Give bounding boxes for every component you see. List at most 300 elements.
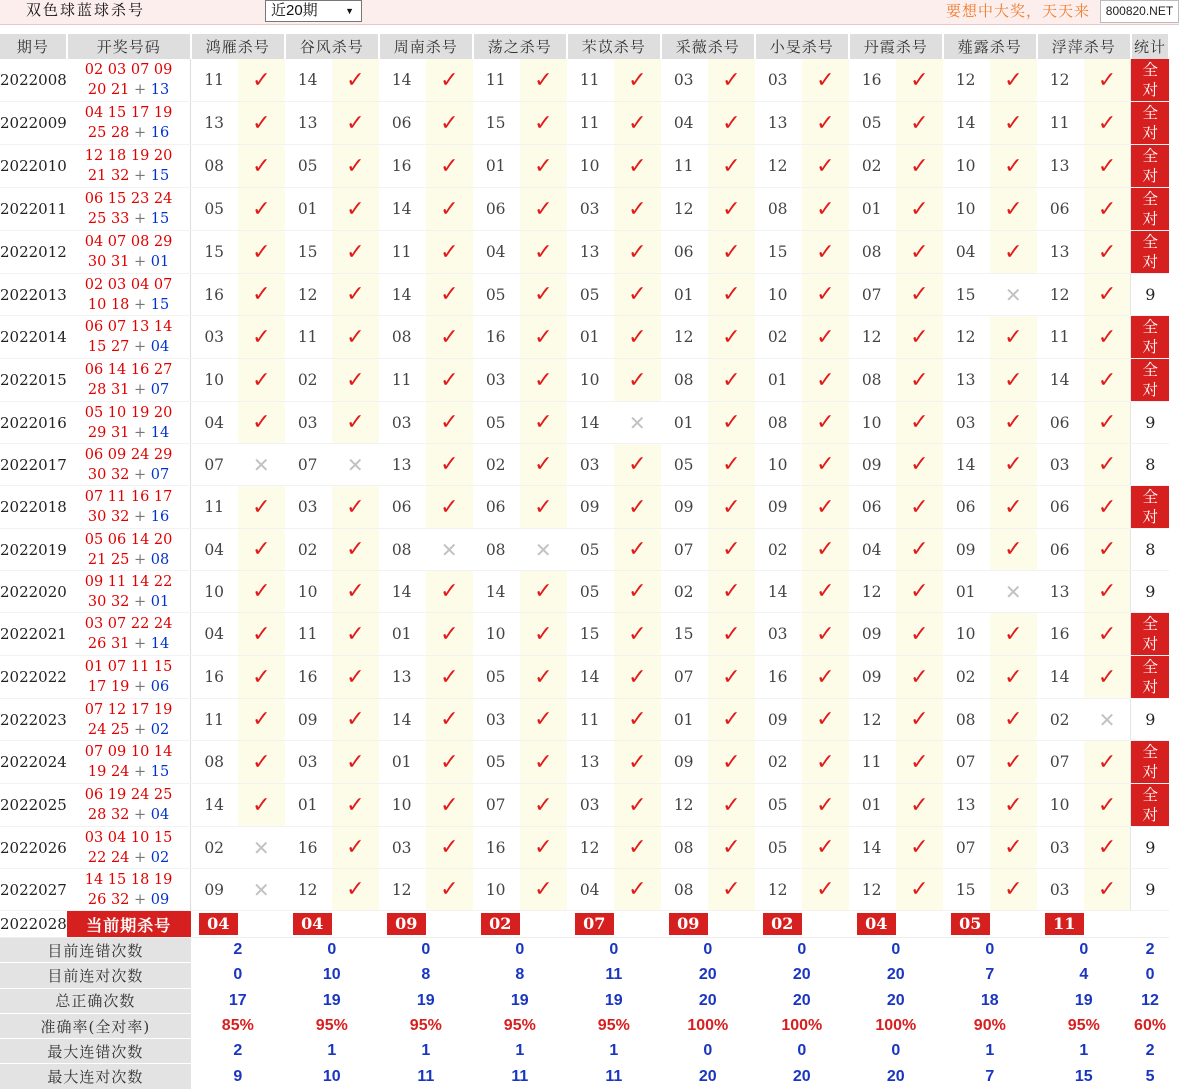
- kill-number: 01: [379, 613, 426, 656]
- kill-number: 10: [285, 571, 332, 613]
- plus-sign: +: [134, 82, 147, 98]
- kill-number: 06: [379, 102, 426, 145]
- kill-number: 16: [285, 827, 332, 869]
- check-icon: ✓: [802, 571, 849, 613]
- check-icon: ✓: [708, 188, 755, 231]
- red-ball: 21: [87, 551, 107, 568]
- red-ball: 07: [153, 276, 173, 293]
- draw-row: [0, 699, 1169, 741]
- kill-number: 12: [849, 699, 896, 741]
- kill-number: 03: [473, 699, 520, 741]
- check-icon: ✓: [802, 741, 849, 784]
- summary-value: 1: [1037, 1039, 1131, 1064]
- red-ball: 07: [84, 489, 104, 505]
- check-icon: ✓: [520, 316, 567, 359]
- kill-number: 12: [285, 869, 332, 911]
- current-stat-cell: [1131, 911, 1170, 938]
- kill-number: 03: [661, 59, 708, 102]
- check-icon: ✓: [520, 102, 567, 145]
- kill-number: 09: [849, 613, 896, 656]
- blue-ball: 15: [150, 211, 170, 227]
- check-icon: ✓: [708, 59, 755, 102]
- kill-number: 11: [379, 231, 426, 274]
- check-icon: ✓: [990, 444, 1037, 486]
- red-ball: 31: [110, 424, 130, 441]
- summary-value: 2: [1131, 1039, 1170, 1064]
- cross-icon: ✕: [990, 571, 1037, 613]
- blue-ball: 01: [150, 593, 170, 610]
- summary-value: 2: [1131, 938, 1170, 963]
- period-cell: 2022011: [0, 188, 67, 231]
- draw-numbers: [67, 231, 191, 274]
- kill-number: 04: [191, 613, 238, 656]
- stat-cell: [1131, 231, 1170, 274]
- kill-number: 14: [849, 827, 896, 869]
- all-right-badge: [1131, 359, 1169, 401]
- kill-number: 05: [661, 444, 708, 486]
- kill-number: 06: [473, 188, 520, 231]
- all-right-badge: [1131, 316, 1169, 358]
- summary-label: 目前连错次数: [0, 938, 191, 963]
- kill-number: 03: [285, 486, 332, 529]
- check-icon: ✓: [708, 145, 755, 188]
- kill-number: 07: [849, 274, 896, 316]
- red-ball: 31: [110, 254, 130, 270]
- period-cell: 2022020: [0, 571, 67, 613]
- check-icon: ✓: [520, 656, 567, 699]
- summary-value: 60%: [1131, 1013, 1170, 1038]
- current-kill-number: 04: [293, 913, 332, 935]
- kill-number: 11: [661, 145, 708, 188]
- period-cell: 2022026: [0, 827, 67, 869]
- kill-number: 13: [567, 741, 614, 784]
- current-kill-number: 04: [857, 913, 896, 935]
- draw-row: [0, 102, 1169, 145]
- kill-number: 11: [1037, 316, 1084, 359]
- check-icon: ✓: [426, 59, 473, 102]
- kill-number: 11: [1037, 102, 1084, 145]
- red-ball: 15: [107, 191, 127, 207]
- check-icon: ✓: [520, 827, 567, 869]
- all-right-badge: [1131, 784, 1169, 826]
- summary-value: 100%: [661, 1013, 755, 1038]
- all-right-char: 全: [1142, 786, 1159, 804]
- kill-number: 04: [191, 529, 238, 571]
- draw-row: [0, 188, 1169, 231]
- check-icon: ✓: [520, 699, 567, 741]
- summary-value: 0: [191, 963, 285, 988]
- draw-numbers: [67, 571, 191, 613]
- draw-row: [0, 869, 1169, 911]
- check-icon: ✓: [990, 145, 1037, 188]
- check-icon: ✓: [426, 741, 473, 784]
- red-ball: 11: [107, 573, 127, 590]
- draw-line: [67, 465, 191, 485]
- cross-icon: ✕: [990, 274, 1037, 316]
- plus-sign: +: [134, 807, 147, 823]
- check-icon: ✓: [332, 529, 379, 571]
- kill-number: 09: [849, 656, 896, 699]
- blue-ball: 15: [150, 764, 170, 780]
- cross-icon: ✕: [238, 444, 285, 486]
- stat-cell: [1131, 59, 1170, 102]
- kill-number: 06: [661, 231, 708, 274]
- summary-value: 19: [285, 988, 379, 1013]
- red-ball: 32: [110, 593, 130, 610]
- check-icon: ✓: [426, 231, 473, 274]
- draw-numbers: [67, 102, 191, 145]
- all-right-char: 全: [1142, 488, 1159, 506]
- kill-number: 05: [567, 529, 614, 571]
- kill-number: 12: [943, 316, 990, 359]
- red-ball: 19: [110, 679, 130, 695]
- kill-number: 06: [1037, 188, 1084, 231]
- current-period-row: [0, 911, 1169, 938]
- red-ball: 06: [84, 191, 104, 207]
- stat-cell: [1131, 359, 1170, 402]
- plus-sign: +: [134, 593, 147, 610]
- red-ball: 02: [84, 62, 104, 78]
- kill-number: 01: [473, 145, 520, 188]
- draw-numbers: [67, 402, 191, 444]
- check-icon: ✓: [426, 402, 473, 444]
- red-ball: 11: [130, 659, 150, 675]
- column-header: 周南杀号: [379, 34, 473, 59]
- check-icon: ✓: [614, 59, 661, 102]
- red-ball: 24: [130, 787, 150, 803]
- draw-line: [67, 317, 191, 337]
- red-ball: 22: [153, 573, 173, 590]
- summary-value: 1: [473, 1039, 567, 1064]
- red-ball: 14: [153, 319, 173, 335]
- check-icon: ✓: [426, 486, 473, 529]
- draw-line: [67, 337, 191, 357]
- draw-row: [0, 656, 1169, 699]
- blue-ball: 01: [150, 254, 170, 270]
- check-icon: ✓: [1084, 444, 1131, 486]
- red-ball: 18: [130, 871, 150, 888]
- red-ball: 09: [107, 446, 127, 463]
- kill-number: 14: [379, 274, 426, 316]
- plus-sign: +: [134, 211, 147, 227]
- kill-number: 02: [473, 444, 520, 486]
- draw-line: [67, 295, 191, 315]
- check-icon: ✓: [332, 784, 379, 827]
- check-icon: ✓: [1084, 359, 1131, 402]
- kill-number: 09: [755, 699, 802, 741]
- stat-cell: [1131, 188, 1170, 231]
- check-icon: ✓: [896, 188, 943, 231]
- kill-number: 08: [849, 231, 896, 274]
- kill-number: 11: [191, 59, 238, 102]
- check-icon: ✓: [1084, 402, 1131, 444]
- check-icon: ✓: [520, 444, 567, 486]
- red-ball: 14: [130, 531, 150, 548]
- summary-value: 11: [567, 1064, 661, 1089]
- red-ball: 07: [130, 62, 150, 78]
- stat-cell: [1131, 741, 1170, 784]
- draw-row: [0, 274, 1169, 316]
- kill-number: 16: [379, 145, 426, 188]
- draw-line: [67, 445, 191, 465]
- period-cell: 2022019: [0, 529, 67, 571]
- kill-number: 16: [1037, 613, 1084, 656]
- draw-line: [67, 360, 191, 380]
- draw-row: [0, 145, 1169, 188]
- check-icon: ✓: [708, 827, 755, 869]
- kill-number: 12: [1037, 274, 1084, 316]
- check-icon: ✓: [708, 571, 755, 613]
- red-ball: 04: [84, 105, 104, 121]
- kill-number: 09: [191, 869, 238, 911]
- plus-sign: +: [134, 296, 147, 313]
- check-icon: ✓: [426, 699, 473, 741]
- check-icon: ✓: [990, 699, 1037, 741]
- kill-number: 05: [473, 274, 520, 316]
- kill-number: 13: [567, 231, 614, 274]
- check-icon: ✓: [802, 486, 849, 529]
- check-icon: ✓: [708, 274, 755, 316]
- kill-number: 16: [191, 656, 238, 699]
- stat-cell: [1131, 486, 1170, 529]
- summary-value: 17: [191, 988, 285, 1013]
- current-kill-cell: [567, 911, 661, 938]
- draw-line: [67, 614, 191, 634]
- summary-value: 85%: [191, 1013, 285, 1038]
- period-cell: 2022017: [0, 444, 67, 486]
- check-icon: ✓: [708, 316, 755, 359]
- kill-number: 05: [567, 274, 614, 316]
- red-ball: 17: [130, 701, 150, 718]
- summary-value: 100%: [755, 1013, 849, 1038]
- plus-sign: +: [134, 466, 147, 483]
- red-ball: 01: [84, 659, 104, 675]
- check-icon: ✓: [238, 784, 285, 827]
- red-ball: 04: [107, 829, 127, 846]
- check-icon: ✓: [896, 274, 943, 316]
- period-cell: 2022015: [0, 359, 67, 402]
- chevron-down-icon: ▼: [345, 6, 354, 16]
- red-ball: 12: [84, 148, 104, 164]
- period-cell: 2022014: [0, 316, 67, 359]
- period-cell: 2022013: [0, 274, 67, 316]
- draw-line: [67, 423, 191, 443]
- check-icon: ✓: [896, 145, 943, 188]
- kill-number: 01: [379, 741, 426, 784]
- check-icon: ✓: [896, 231, 943, 274]
- kill-number: 13: [755, 102, 802, 145]
- draw-numbers: [67, 59, 191, 102]
- kill-number: 08: [755, 188, 802, 231]
- draw-numbers: [67, 656, 191, 699]
- all-right-char: 全: [1142, 190, 1159, 208]
- check-icon: ✓: [520, 486, 567, 529]
- blue-ball: 15: [150, 296, 170, 313]
- red-ball: 31: [110, 636, 130, 652]
- draw-row: [0, 316, 1169, 359]
- summary-value: 95%: [567, 1013, 661, 1038]
- check-icon: ✓: [896, 359, 943, 402]
- all-right-char: 全: [1142, 615, 1159, 633]
- red-ball: 05: [84, 531, 104, 548]
- kill-number: 08: [661, 359, 708, 402]
- red-ball: 29: [153, 446, 173, 463]
- column-header: 鸿雁杀号: [191, 34, 285, 59]
- kill-number: 14: [379, 188, 426, 231]
- period-range-value: 近20期: [271, 2, 318, 19]
- check-icon: ✓: [708, 784, 755, 827]
- summary-row: [0, 963, 1169, 988]
- red-ball: 31: [110, 382, 130, 398]
- red-ball: 19: [87, 764, 107, 780]
- all-right-char: 对: [1142, 338, 1159, 356]
- all-right-char: 全: [1142, 147, 1159, 165]
- kill-number: 03: [943, 402, 990, 444]
- cross-icon: ✕: [614, 402, 661, 444]
- draw-row: [0, 827, 1169, 869]
- kill-number: 06: [1037, 486, 1084, 529]
- site-badge[interactable]: 800820.NET: [1100, 0, 1179, 23]
- kill-number: 11: [567, 102, 614, 145]
- draw-row: [0, 402, 1169, 444]
- period-cell: 2022010: [0, 145, 67, 188]
- kill-number: 05: [755, 827, 802, 869]
- red-ball: 24: [87, 721, 107, 738]
- check-icon: ✓: [614, 741, 661, 784]
- red-ball: 13: [130, 319, 150, 335]
- summary-value: 0: [567, 938, 661, 963]
- check-icon: ✓: [520, 869, 567, 911]
- summary-label: 目前连对次数: [0, 963, 191, 988]
- summary-value: 20: [755, 988, 849, 1013]
- kill-number: 02: [191, 827, 238, 869]
- check-icon: ✓: [990, 656, 1037, 699]
- check-icon: ✓: [990, 529, 1037, 571]
- plus-sign: +: [134, 764, 147, 780]
- draw-line: [67, 677, 191, 697]
- check-icon: ✓: [238, 145, 285, 188]
- summary-label: 最大连对次数: [0, 1064, 191, 1089]
- summary-value: 11: [379, 1064, 473, 1089]
- kill-number: 03: [473, 359, 520, 402]
- kill-number: 14: [943, 102, 990, 145]
- red-ball: 25: [87, 125, 107, 141]
- summary-row: [0, 938, 1169, 963]
- draw-line: [67, 742, 191, 762]
- red-ball: 17: [87, 679, 107, 695]
- plus-sign: +: [134, 509, 147, 525]
- all-right-badge: [1131, 102, 1169, 144]
- summary-value: 4: [1037, 963, 1131, 988]
- red-ball: 32: [110, 891, 130, 908]
- kill-number: 09: [661, 741, 708, 784]
- blue-ball: 07: [150, 466, 170, 483]
- kill-number: 14: [473, 571, 520, 613]
- cross-icon: ✕: [238, 827, 285, 869]
- check-icon: ✓: [332, 188, 379, 231]
- red-ball: 10: [130, 744, 150, 760]
- kill-number: 08: [755, 402, 802, 444]
- period-cell: 2022021: [0, 613, 67, 656]
- red-ball: 28: [87, 807, 107, 823]
- check-icon: ✓: [426, 359, 473, 402]
- red-ball: 30: [87, 593, 107, 610]
- red-ball: 14: [84, 871, 104, 888]
- check-icon: ✓: [990, 784, 1037, 827]
- check-icon: ✓: [708, 402, 755, 444]
- check-icon: ✓: [1084, 529, 1131, 571]
- check-icon: ✓: [802, 59, 849, 102]
- check-icon: ✓: [708, 444, 755, 486]
- summary-value: 1: [567, 1039, 661, 1064]
- column-header: 采薇杀号: [661, 34, 755, 59]
- kill-number: 15: [943, 869, 990, 911]
- draw-line: [67, 487, 191, 507]
- check-icon: ✓: [1084, 741, 1131, 784]
- check-icon: ✓: [896, 444, 943, 486]
- red-ball: 14: [130, 573, 150, 590]
- kill-number: 14: [379, 59, 426, 102]
- check-icon: ✓: [614, 444, 661, 486]
- plus-sign: +: [134, 168, 147, 184]
- red-ball: 07: [107, 616, 127, 632]
- period-range-select[interactable]: [265, 0, 362, 22]
- summary-value: 0: [1037, 938, 1131, 963]
- check-icon: ✓: [238, 699, 285, 741]
- current-kill-number: 05: [951, 913, 990, 935]
- all-right-badge: [1131, 656, 1169, 698]
- kill-number: 03: [379, 402, 426, 444]
- all-right-char: 对: [1142, 124, 1159, 142]
- check-icon: ✓: [802, 444, 849, 486]
- kill-number: 02: [943, 656, 990, 699]
- check-icon: ✓: [332, 741, 379, 784]
- red-ball: 08: [130, 234, 150, 250]
- stat-cell: 9: [1131, 402, 1170, 444]
- plus-sign: +: [134, 721, 147, 738]
- stat-cell: 8: [1131, 444, 1170, 486]
- current-kill-cell: [1037, 911, 1131, 938]
- check-icon: ✓: [896, 699, 943, 741]
- cross-icon: ✕: [520, 529, 567, 571]
- kill-number: 06: [379, 486, 426, 529]
- kill-number: 13: [1037, 145, 1084, 188]
- draw-numbers: [67, 869, 191, 911]
- kill-number: 12: [849, 571, 896, 613]
- check-icon: ✓: [238, 656, 285, 699]
- summary-value: 1: [285, 1039, 379, 1064]
- period-cell: 2022025: [0, 784, 67, 827]
- blue-ball: 14: [150, 424, 170, 441]
- check-icon: ✓: [1084, 231, 1131, 274]
- summary-value: 0: [849, 938, 943, 963]
- plus-sign: +: [134, 382, 147, 398]
- check-icon: ✓: [614, 699, 661, 741]
- period-cell: 2022016: [0, 402, 67, 444]
- draw-line: [67, 103, 191, 123]
- kill-number: 03: [1037, 444, 1084, 486]
- summary-value: 1: [379, 1039, 473, 1064]
- draw-row: [0, 444, 1169, 486]
- draw-line: [67, 572, 191, 592]
- kill-number: 02: [285, 529, 332, 571]
- red-ball: 18: [107, 148, 127, 164]
- red-ball: 24: [110, 849, 130, 866]
- red-ball: 09: [107, 744, 127, 760]
- check-icon: ✓: [426, 869, 473, 911]
- red-ball: 16: [130, 362, 150, 378]
- current-kill-cell: [849, 911, 943, 938]
